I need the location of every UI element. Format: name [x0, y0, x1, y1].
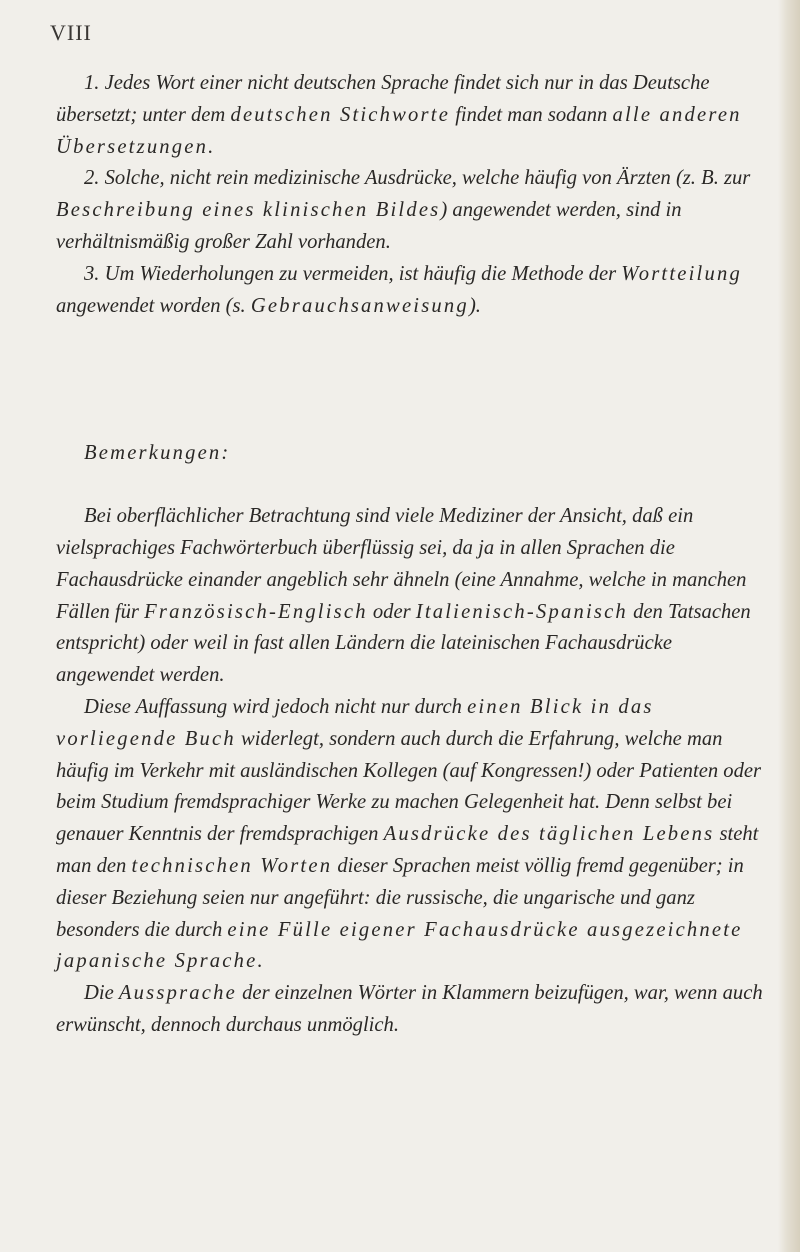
page-number: VIII [50, 20, 92, 45]
note-1 [56, 68, 774, 163]
remarks-p2-emphasis-everyday-terms: Ausdrücke des täglichen Lebens [383, 823, 715, 846]
note-3 [56, 259, 774, 323]
note-1-text-2: findet man sodann [450, 103, 613, 126]
remarks-p3-text-2: der einzelnen Wörter in Klammern beizufügen, war, wenn auch erwünscht, dennoch durchaus unmöglich. [56, 982, 763, 1036]
note-1-emphasis-keyword: deutschen Stichworte [230, 103, 451, 126]
remarks-p1-text-2: oder [367, 600, 416, 623]
remarks-p2-text-5: . [257, 950, 263, 973]
remarks-p2-text: Diese Auffassung wird jedoch nicht nur durch [84, 695, 468, 718]
remarks-p2-text-4: dieser Sprachen meist völlig fremd gegenüber; in dieser Beziehung seien nur angeführt: die russische, die ungarische und ganz besonders die durch [56, 854, 744, 941]
note-3-text-2: angewendet worden (s. [56, 294, 251, 317]
remarks-p2-emphasis-japanese: eine Fülle eigener Fachausdrücke ausgezeichnete japanische Sprache [56, 918, 743, 973]
remarks-paragraph-3 [56, 978, 774, 1042]
remarks-p2-emphasis-technical-words: technischen Worten [131, 854, 333, 877]
note-2 [56, 163, 774, 258]
note-1-text-3: . [208, 135, 214, 158]
note-3-text: 3. Um Wiederholungen zu vermeiden, ist häufig die Methode der [84, 262, 622, 285]
page-body [56, 68, 774, 1042]
note-3-emphasis-instructions: Gebrauchsanweisung [250, 294, 469, 317]
remarks-p2-text-2: widerlegt, sondern auch durch die Erfahrung, welche man häufig im Verkehr mit ausländischen Kollegen (auf Kongressen!) oder Patienten oder beim Studium fremdsprachiger Werke zu machen Gelegenheit hat. Denn selbst bei genauer Kenntnis der fremdsprachigen [56, 727, 762, 846]
remarks-paragraph-1 [56, 501, 774, 692]
remarks-p3-text: Die [84, 982, 119, 1005]
remarks-paragraph-2 [56, 692, 774, 978]
note-2-text-2: ) angewendet werden, sind in verhältnismäßig großer Zahl vorhanden. [56, 199, 682, 253]
page-edge-shadow [778, 0, 800, 1252]
section-spacer [56, 322, 774, 438]
note-2-text: 2. Solche, nicht rein medizinische Ausdrücke, welche häufig von Ärzten (z. B. zur [84, 167, 751, 190]
remarks-p1-emphasis-french-english: Französisch-Englisch [144, 600, 368, 623]
remarks-p1-text-3: den Tatsachen entspricht) oder weil in fast allen Ländern die lateinischen Fachausdrücke angewendet werden. [56, 600, 751, 687]
remarks-p2-emphasis-glance: einen Blick in das vorliegende Buch [56, 695, 654, 750]
note-1-text: 1. Jedes Wort einer nicht deutschen Sprache findet sich nur in das Deutsche übersetzt; unter dem [56, 72, 710, 126]
remarks-heading: Bemerkungen: [84, 442, 231, 465]
remarks-p2-text-3: steht man den [56, 823, 759, 877]
note-3-emphasis-word-division: Wortteilung [621, 262, 742, 285]
note-1-emphasis-translations: alle anderen Übersetzungen [56, 103, 742, 158]
remarks-p1-text: Bei oberflächlicher Betrachtung sind viele Mediziner der Ansicht, daß ein vielsprachiges Fachwörterbuch überflüssig sei, da ja in allen Sprachen die Fachausdrücke einander angeblich sehr ähneln (eine Annahme, welche in manchen Fällen für [56, 505, 747, 623]
note-3-text-3: ). [468, 294, 481, 317]
remarks-p1-emphasis-italian-spanish: Italienisch-Spanisch [415, 600, 628, 623]
remarks-p3-emphasis-pronunciation: Aussprache [118, 982, 237, 1005]
note-2-emphasis-description: Beschreibung eines klinischen Bildes [56, 199, 441, 222]
